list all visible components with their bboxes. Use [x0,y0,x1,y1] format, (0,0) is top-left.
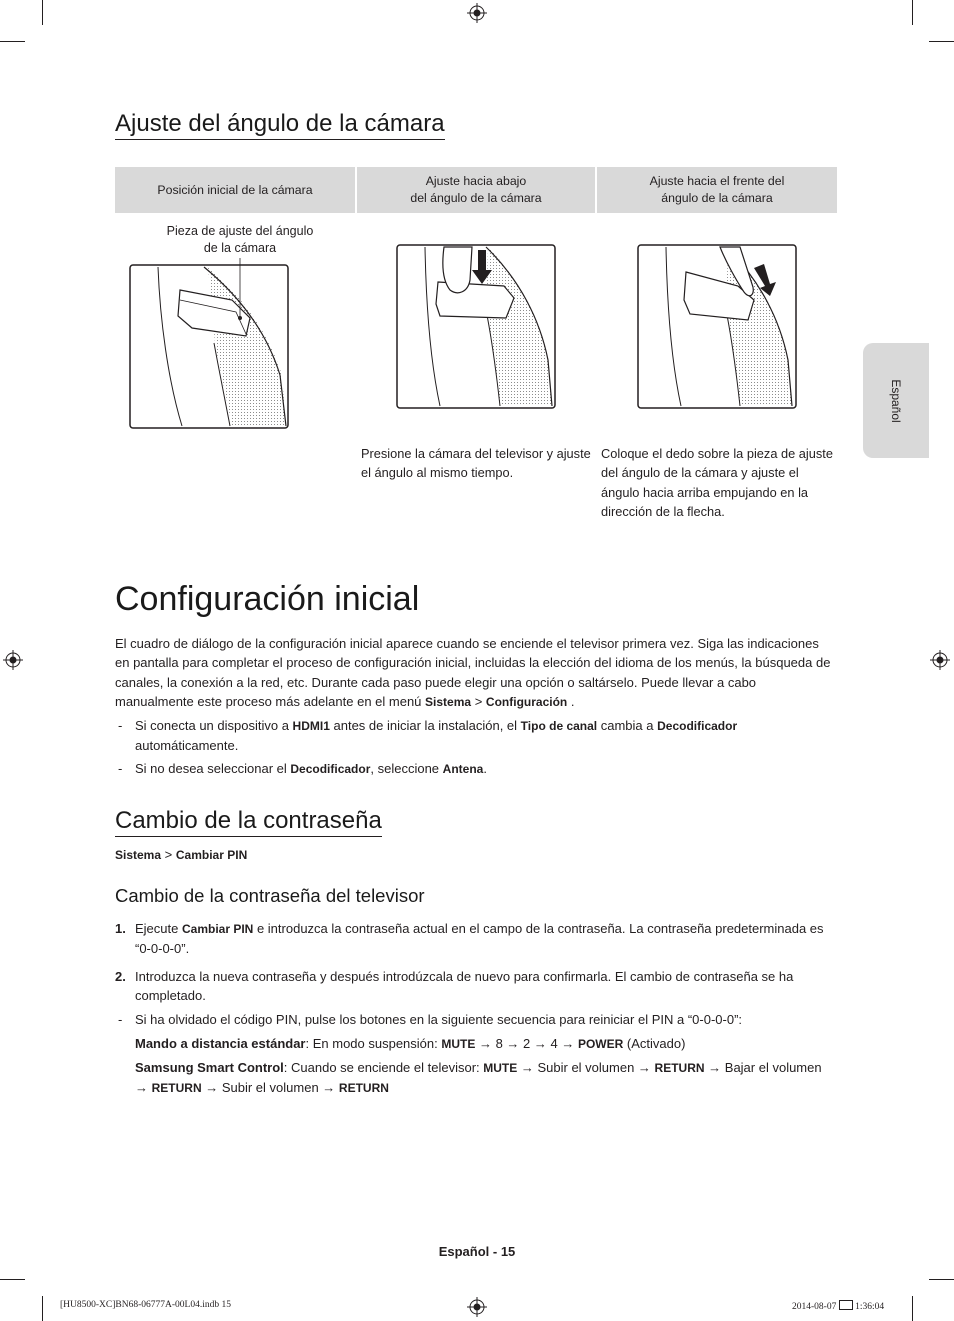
print-date-text: 2014-08-07 [792,1302,839,1312]
print-symbol-icon [839,1300,853,1310]
sequence-text: → Subir el volumen → [517,1060,655,1075]
note-text: cambia a [597,718,658,733]
table-header-text: Ajuste hacia el frente del [649,174,785,188]
registration-mark-icon [3,650,23,670]
crop-mark [929,1279,954,1280]
note-keyword: Tipo de canal [520,719,598,733]
language-side-tab [863,343,929,458]
button-name: MUTE [483,1061,518,1075]
camera-initial-illustration [130,258,288,428]
registration-mark-icon [467,1297,487,1317]
table-header-text: Posición inicial de la cámara [157,182,313,197]
step-keyword: Cambiar PIN [181,922,254,936]
print-time-text: 1:36:04 [852,1302,885,1312]
setup-note-hdmi [135,716,835,756]
table-header-text: ángulo de la cámara [661,191,773,205]
remote-smart-sequence [135,1058,835,1099]
remote-standard-sequence [135,1034,835,1054]
button-name: RETURN [338,1081,389,1096]
remote-name: Samsung Smart Control [135,1060,284,1075]
remote-name: Mando a distancia estándar [135,1036,306,1051]
note-text: antes de iniciar la instalación, el [329,718,521,733]
step-1 [135,919,835,959]
breadcrumb-item: Sistema [115,848,162,862]
note-text: , seleccione [370,761,443,776]
note-text: . [483,761,487,776]
breadcrumb-item: Cambiar PIN [175,848,248,862]
note-keyword: Antena [442,762,484,776]
caption-down: Presione la cámara del televisor y ajuste el ángulo al mismo tiempo. [361,446,591,481]
menu-path-item: Configuración [485,694,568,709]
step-text: Ejecute [135,921,182,936]
crop-mark [42,1296,43,1321]
note-text: Si conecta un dispositivo a [135,718,293,733]
password-subtitle: Cambio de la contraseña del televisor [115,885,425,906]
page-number: Español - 15 [438,1244,516,1259]
camera-illustrations [0,0,954,520]
part-label-line: de la cámara [203,240,277,255]
sequence-text: → 8 → 2 → 4 → [475,1036,578,1051]
part-label-line: Pieza de ajuste del ángulo [166,224,314,238]
note-dash: - [118,718,123,733]
sequence-text: → Subir el volumen → [201,1080,339,1096]
button-name: MUTE [441,1037,476,1051]
menu-path-separator: > [474,693,483,709]
step-2: Introduzca la nueva contraseña y después introdúzcala de nuevo para confirmarla. El cambio de contraseña se ha completado. [135,969,794,1004]
password-breadcrumb [115,845,247,865]
step-number: 2. [115,969,126,984]
camera-section-title: Ajuste del ángulo de la cámara [115,110,445,140]
button-name: RETURN [151,1081,202,1096]
print-file-info: [HU8500-XC]BN68-06777A-00L04.indb 15 [60,1300,231,1310]
menu-path-end: . [570,693,575,709]
note-keyword: HDMI1 [292,719,330,733]
setup-title: Configuración inicial [115,580,420,618]
note-text: automáticamente. [135,738,239,754]
button-name: RETURN [654,1061,705,1075]
step-number: 1. [115,921,126,936]
table-header-text: del ángulo de la cámara [410,191,542,205]
crop-mark [912,1296,913,1321]
registration-mark-icon [930,650,950,670]
password-section-title: Cambio de la contraseña [115,807,382,837]
breadcrumb-separator: > [164,847,173,862]
menu-path-item: Sistema [425,694,472,709]
caption-front: Coloque el dedo sobre la pieza de ajuste del ángulo de la cámara y ajuste el ángulo hacia arriba empujando en la dirección de la flecha. [601,446,833,519]
step-text: e introduzca la contraseña actual en el campo de la contraseña. La contraseña predeterminada es “0-0-0-0”. [135,921,824,957]
note-keyword: Decodificador [657,719,738,733]
crop-mark [0,1279,25,1280]
sequence-text: (Activado) [623,1036,686,1051]
language-side-tab-label: Español [889,378,903,423]
button-name: POWER [577,1037,624,1051]
print-date [792,1300,884,1312]
setup-note-decoder [135,759,835,779]
pin-reset-note: Si ha olvidado el código PIN, pulse los botones en la siguiente secuencia para reiniciar el PIN a “0-0-0-0”: [135,1012,743,1027]
sequence-text: : Cuando se enciende el televisor: [283,1060,484,1075]
camera-front-illustration [638,245,796,408]
note-dash: - [118,1012,123,1027]
note-text: Si no desea seleccionar el [135,761,291,776]
sequence-text: : En modo suspensión: [305,1036,442,1051]
note-dash: - [118,761,123,776]
camera-down-illustration [397,245,555,408]
table-header-text: Ajuste hacia abajo [425,174,527,188]
setup-intro-text: El cuadro de diálogo de la configuración inicial aparece cuando se enciende el televisor primera vez. Siga las indicaciones en pantalla para completar el proceso de configuración inicial, incluidas la elección del idioma de los menús, la búsqueda de canales, la conexión a la red, etc. Durante cada paso puede elegir una opción o saltárselo. Puede llevar a cabo manualmente este proceso más adelante en el menú [115,636,831,709]
note-keyword: Decodificador [290,762,371,776]
sequence-text: → Bajar el volumen → [135,1060,822,1096]
setup-intro [115,634,835,712]
